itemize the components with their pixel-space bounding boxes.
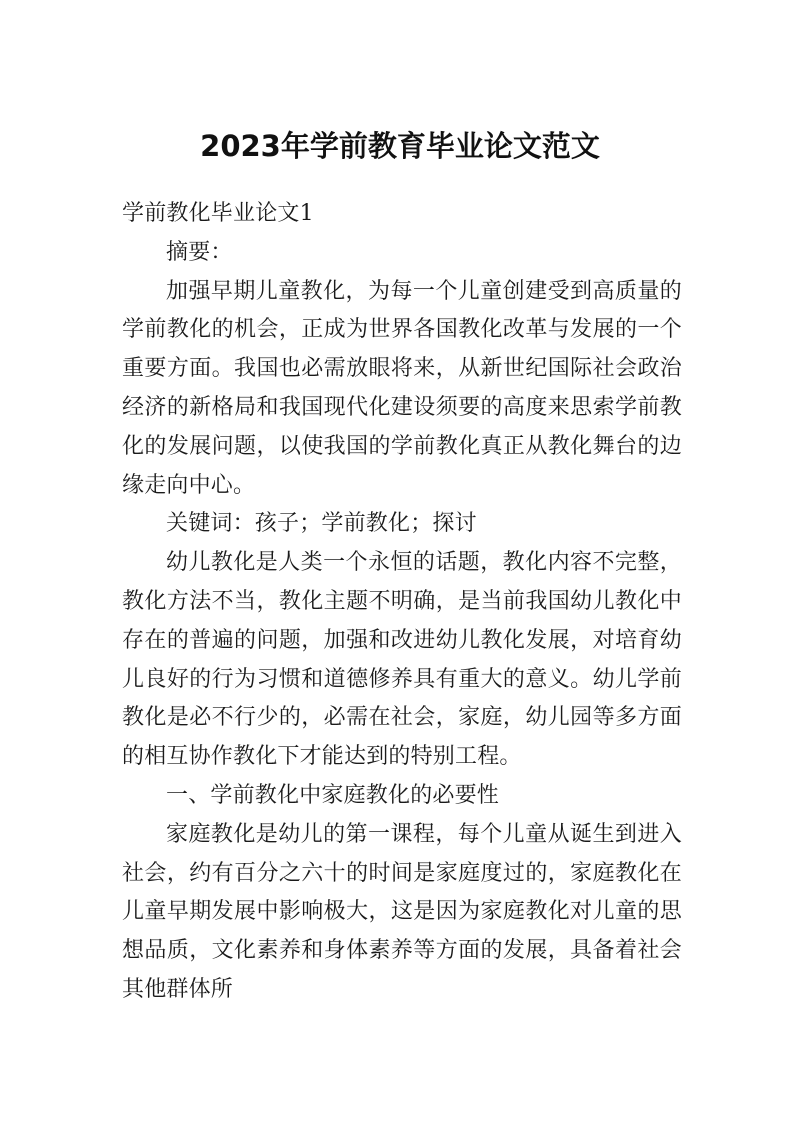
document-title: 2023年学前教育毕业论文范文 [200, 129, 600, 163]
keywords-line: 关键词：孩子；学前教化；探讨 [166, 511, 477, 537]
paper-subtitle: 学前教化毕业论文1 [122, 201, 314, 226]
intro-paragraph: 幼儿教化是人类一个永恒的话题，教化内容不完整，教化方法不当，教化主题不明确，是当前我国幼儿教化中存在的普遍的问题，加强和改进幼儿教化发展，对培育幼儿良好的行为习惯和道德修养具有重大的意义。幼儿学前教化是必不行少的，必需在社会，家庭，幼儿园等多方面的相互协作教化下才能达到的特别工程。 [122, 550, 682, 770]
abstract-label: 摘要： [166, 239, 233, 265]
section-heading: 一、学前教化中家庭教化的必要性 [166, 782, 500, 808]
section-paragraph: 家庭教化是幼儿的第一课程，每个儿童从诞生到进入社会，约有百分之六十的时间是家庭度过的，家庭教化在儿童早期发展中影响极大，这是因为家庭教化对儿童的思想品质，文化素养和身体素养等方面的发展，具备着社会其他群体所 [122, 821, 682, 1002]
document-body [122, 195, 682, 1010]
abstract-paragraph: 加强早期儿童教化，为每一个儿童创建受到高质量的学前教化的机会，正成为世界各国教化改革与发展的一个重要方面。我国也必需放眼将来，从新世纪国际社会政治经济的新格局和我国现代化建设须要的高度来思索学前教化的发展问题，以使我国的学前教化真正从教化舞台的边缘走向中心。 [122, 278, 682, 498]
